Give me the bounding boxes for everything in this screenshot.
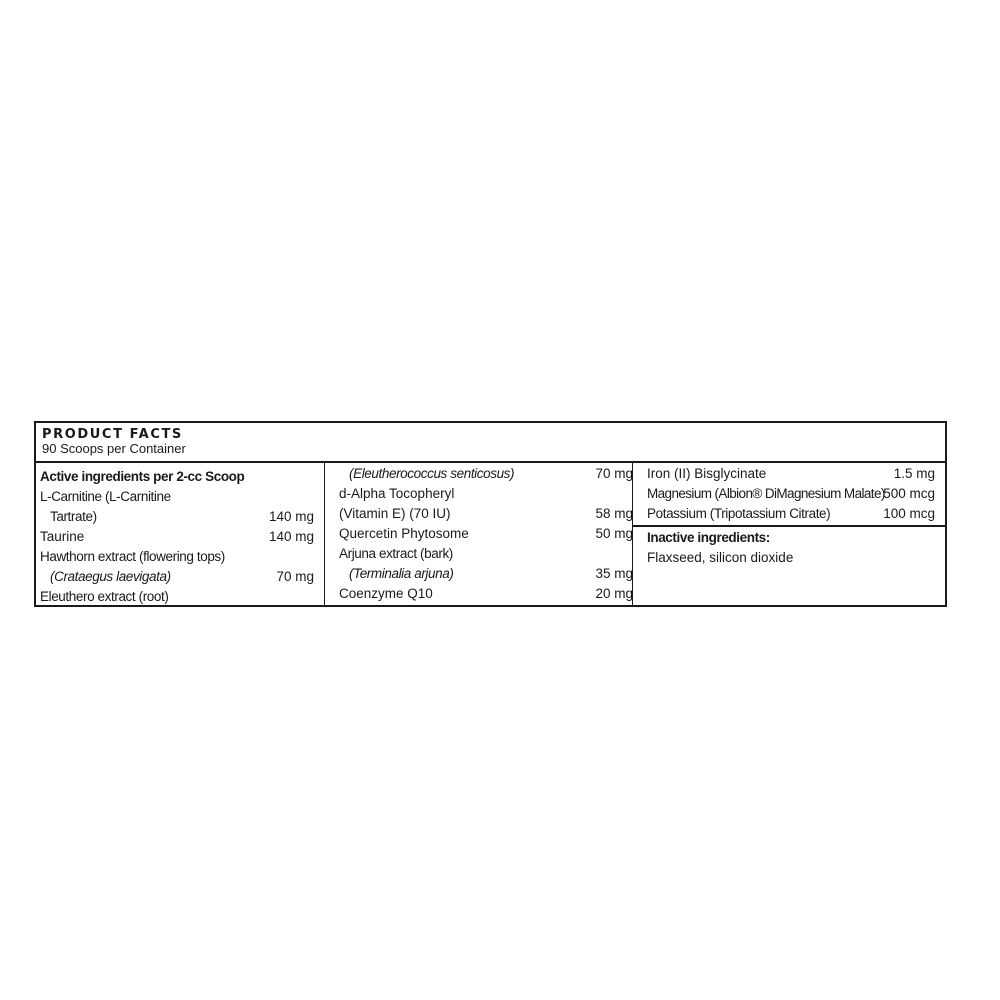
ingredient-amount: 140 mg xyxy=(268,529,314,544)
ingredient-name: (Terminalia arjuna) xyxy=(349,566,454,581)
ingredient-name: Arjuna extract (bark) xyxy=(339,546,453,561)
ingredient-name: Taurine xyxy=(40,529,85,544)
ingredients-column-1 xyxy=(36,463,314,605)
ingredient-name: Magnesium (Albion® DiMagnesium Malate) xyxy=(647,486,885,501)
ingredient-name: Quercetin Phytosome xyxy=(339,526,469,541)
ingredient-row xyxy=(633,464,945,484)
ingredient-name: Potassium (Tripotassium Citrate) xyxy=(647,506,831,521)
ingredient-row xyxy=(325,524,633,544)
ingredient-row xyxy=(633,504,945,524)
ingredient-amount: 50 mg xyxy=(595,526,633,541)
ingredient-row xyxy=(325,564,633,584)
ingredient-name: Eleuthero extract (root) xyxy=(40,589,169,604)
product-facts-header xyxy=(42,427,186,456)
ingredient-amount: 70 mg xyxy=(595,466,633,481)
servings-per-container: 90 Scoops per Container xyxy=(42,441,186,456)
ingredient-row xyxy=(325,584,633,604)
ingredient-row xyxy=(325,464,633,484)
ingredient-amount: 1.5 mg xyxy=(893,466,935,481)
ingredient-row xyxy=(325,504,633,524)
ingredient-name: d-Alpha Tocopheryl xyxy=(339,486,455,501)
ingredient-amount: 35 mg xyxy=(595,566,633,581)
ingredient-amount: 100 mcg xyxy=(883,506,935,521)
ingredient-name: Hawthorn extract (flowering tops) xyxy=(40,549,225,564)
inactive-divider xyxy=(633,525,945,527)
ingredient-name: (Crataegus laevigata) xyxy=(50,569,171,584)
ingredient-amount: 58 mg xyxy=(595,506,633,521)
ingredient-name: Iron (II) Bisglycinate xyxy=(647,466,767,481)
ingredient-row xyxy=(36,587,314,607)
ingredient-row xyxy=(325,544,633,564)
active-ingredients-heading: Active ingredients per 2-cc Scoop xyxy=(40,469,245,484)
ingredient-name: Coenzyme Q10 xyxy=(339,586,433,601)
ingredient-name: (Vitamin E) (70 IU) xyxy=(339,506,451,521)
ingredient-row xyxy=(36,547,314,567)
ingredient-amount: 70 mg xyxy=(276,569,314,584)
ingredient-amount: 500 mcg xyxy=(883,486,935,501)
ingredient-amount: 140 mg xyxy=(268,509,314,524)
ingredient-amount: 20 mg xyxy=(595,586,633,601)
ingredient-name: Tartrate) xyxy=(50,509,97,524)
product-facts-panel xyxy=(34,421,947,607)
ingredient-row xyxy=(325,484,633,504)
inactive-ingredients-heading: Inactive ingredients: xyxy=(647,530,770,545)
ingredient-row xyxy=(633,484,945,504)
ingredient-row xyxy=(36,507,314,527)
ingredients-column-2 xyxy=(324,463,633,605)
ingredient-row xyxy=(36,487,314,507)
ingredient-name: (Eleutherococcus senticosus) xyxy=(349,466,515,481)
inactive-ingredients-text: Flaxseed, silicon dioxide xyxy=(647,550,794,565)
ingredient-name: L-Carnitine (L-Carnitine xyxy=(40,489,171,504)
ingredient-row xyxy=(36,567,314,587)
ingredient-row xyxy=(36,527,314,547)
panel-title: PRODUCT FACTS xyxy=(42,427,183,442)
ingredients-column-3 xyxy=(632,463,945,605)
